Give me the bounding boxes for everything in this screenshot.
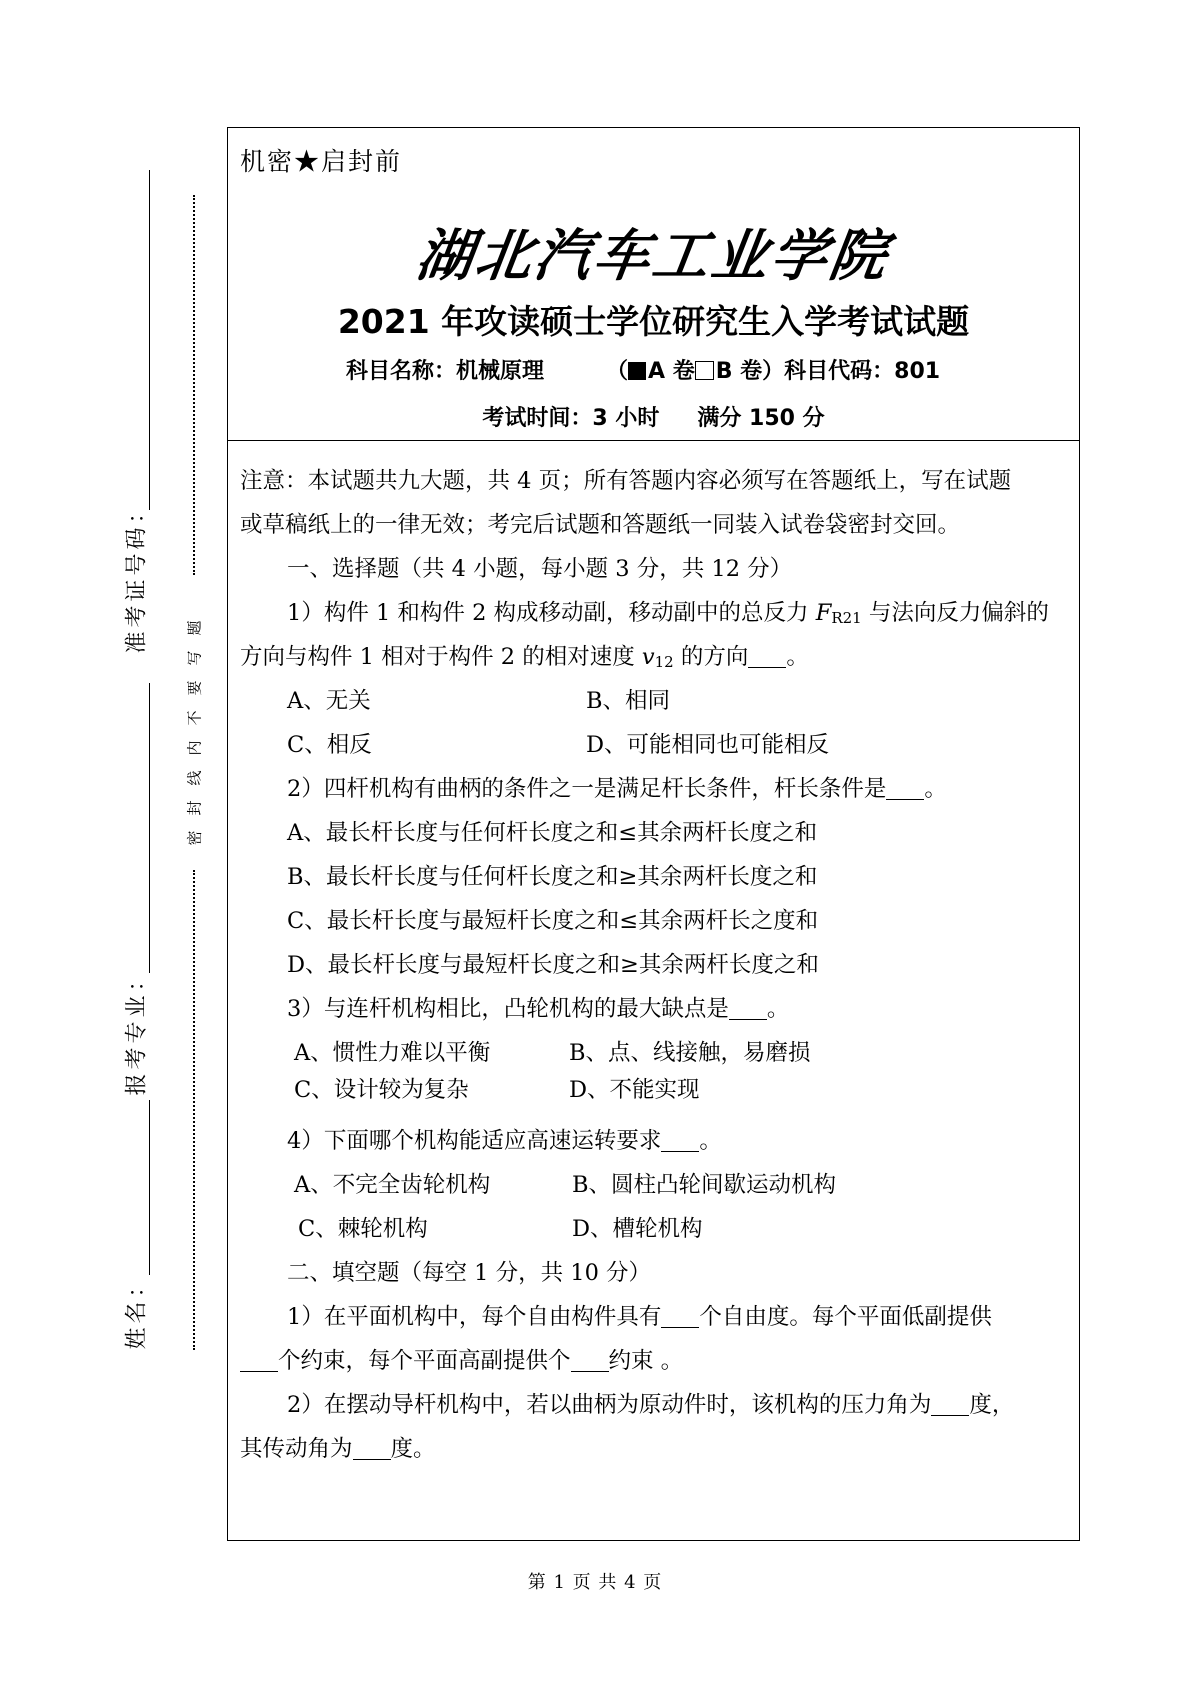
answer-blank bbox=[353, 1437, 391, 1461]
q1-option-b: B、相同 bbox=[586, 688, 671, 714]
q2-option-d: D、最长杆长度与最短杆长度之和≥其余两杆长度之和 bbox=[287, 952, 819, 978]
answer-blank bbox=[931, 1393, 969, 1417]
confidential-mark: 机密★启封前 bbox=[240, 147, 403, 176]
paper-a-label: A 卷 bbox=[648, 359, 695, 384]
q1-stem-line1: 1）构件 1 和构件 2 构成移动副，移动副中的总反力 $F_{R21}$ 与法向反力偏斜的 bbox=[287, 600, 1049, 627]
q3-option-b: B、点、线接触，易磨损 bbox=[569, 1040, 811, 1066]
q2-stem: 2）四杆机构有曲柄的条件之一是满足杆长条件，杆长条件是 。 bbox=[287, 776, 947, 802]
answer-blank bbox=[661, 1305, 699, 1329]
notice-line-1: 注意：本试题共九大题，共 4 页；所有答题内容必须写在答题纸上，写在试题 bbox=[240, 468, 1012, 494]
exam-content bbox=[228, 440, 1079, 1540]
page-number: 第 1 页 共 4 页 bbox=[527, 1572, 663, 1593]
exam-header bbox=[228, 128, 1079, 441]
candidate-id-write-line bbox=[149, 170, 150, 510]
fill-q1-line2: 个约束，每个平面高副提供个 约束 。 bbox=[240, 1343, 683, 1375]
force-symbol: F bbox=[815, 600, 832, 626]
q3-option-d: D、不能实现 bbox=[569, 1077, 700, 1103]
time-line bbox=[228, 401, 1079, 432]
q4-option-a: A、不完全齿轮机构 bbox=[294, 1172, 491, 1198]
q4-stem: 4）下面哪个机构能适应高速运转要求 。 bbox=[287, 1128, 722, 1154]
q4-option-b: B、圆柱凸轮间歇运动机构 bbox=[572, 1172, 837, 1198]
paper-b-checkbox bbox=[695, 361, 714, 380]
paper-a-checkbox bbox=[628, 362, 646, 380]
major-label: 报考专业： bbox=[124, 964, 150, 1096]
major-write-line bbox=[149, 683, 150, 973]
section2-title: 二、填空题（每空 1 分，共 10 分） bbox=[287, 1260, 652, 1286]
q4-option-d: D、槽轮机构 bbox=[572, 1216, 703, 1242]
seal-line-lower bbox=[193, 870, 195, 1350]
paper-open: （ bbox=[606, 359, 629, 384]
q3-option-a: A、惯性力难以平衡 bbox=[294, 1040, 491, 1066]
q2-option-a: A、最长杆长度与任何杆长度之和≤其余两杆长度之和 bbox=[287, 820, 818, 846]
q1-stem-line2: 方向与构件 1 相对于构件 2 的相对速度 $v_{12}$ 的方向 。 bbox=[240, 644, 809, 671]
name-label: 姓名： bbox=[124, 1270, 150, 1350]
q1-option-c: C、相反 bbox=[287, 732, 372, 758]
exam-title: 2021 年攻读硕士学位研究生入学考试试题 bbox=[337, 302, 970, 341]
q1-option-a: A、无关 bbox=[287, 688, 371, 714]
paper-b-label: B 卷） bbox=[715, 359, 785, 384]
q2-option-b: B、最长杆长度与任何杆长度之和≥其余两杆长度之和 bbox=[287, 864, 818, 890]
subject-line bbox=[346, 354, 940, 385]
answer-blank bbox=[571, 1349, 609, 1373]
q4-option-c: C、棘轮机构 bbox=[298, 1216, 428, 1242]
seal-note: 密封线内不要写题 bbox=[185, 604, 204, 846]
fill-q1-line1: 1）在平面机构中，每个自由构件具有 个自由度。每个平面低副提供 bbox=[287, 1304, 992, 1330]
section1-title: 一、选择题（共 4 小题，每小题 3 分，共 12 分） bbox=[287, 556, 793, 582]
answer-blank bbox=[886, 777, 924, 801]
notice-line-2: 或草稿纸上的一律无效；考完后试题和答题纸一同装入试卷袋密封交回。 bbox=[240, 512, 961, 538]
force-subscript: R21 bbox=[831, 609, 862, 627]
exam-frame bbox=[227, 127, 1080, 1541]
full-score: 满分 150 分 bbox=[697, 406, 825, 431]
subject-code: 科目代码：801 bbox=[784, 359, 941, 384]
fill-q2-line2: 其传动角为 度。 bbox=[240, 1436, 436, 1462]
candidate-id-label: 准考证号码： bbox=[124, 496, 150, 654]
answer-blank bbox=[748, 645, 786, 669]
school-name: 湖北汽车工业学院 bbox=[412, 223, 894, 289]
velocity-subscript: 12 bbox=[654, 653, 674, 671]
answer-blank bbox=[729, 997, 767, 1021]
seal-line-upper bbox=[193, 195, 195, 575]
fill-q2-line1: 2）在摆动导杆机构中，若以曲柄为原动件时，该机构的压力角为 度， bbox=[287, 1392, 1015, 1418]
name-write-line bbox=[149, 1100, 150, 1275]
q3-option-c: C、设计较为复杂 bbox=[294, 1077, 469, 1103]
answer-blank bbox=[661, 1129, 699, 1153]
answer-blank bbox=[240, 1349, 278, 1373]
subject-label: 科目名称：机械原理 bbox=[346, 359, 545, 384]
q3-stem: 3）与连杆机构相比，凸轮机构的最大缺点是 。 bbox=[287, 996, 790, 1022]
q2-option-c: C、最长杆长度与最短杆长度之和≤其余两杆长之度和 bbox=[287, 908, 819, 934]
exam-time: 考试时间：3 小时 bbox=[482, 406, 660, 431]
q1-option-d: D、可能相同也可能相反 bbox=[586, 732, 830, 758]
velocity-symbol: v bbox=[641, 644, 655, 670]
